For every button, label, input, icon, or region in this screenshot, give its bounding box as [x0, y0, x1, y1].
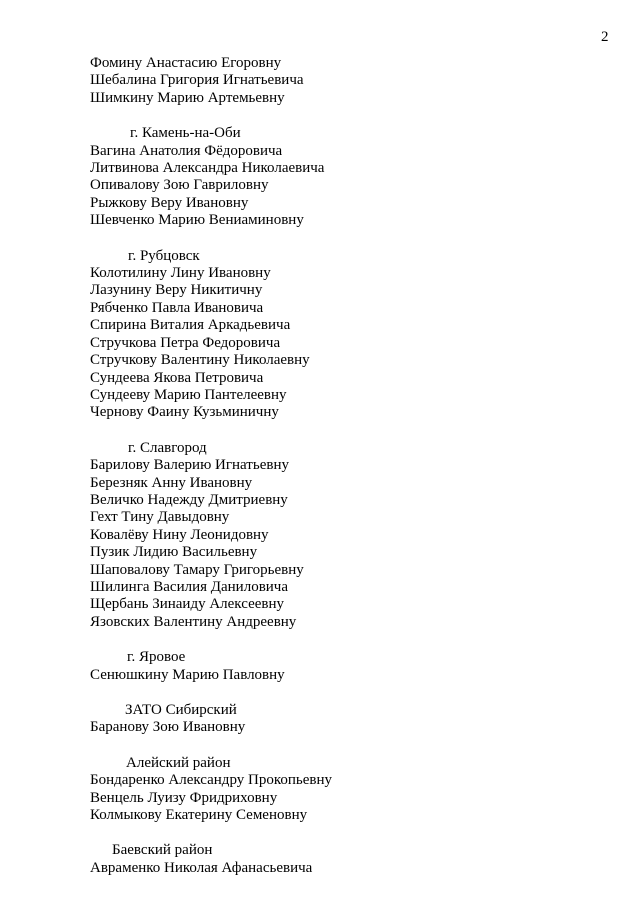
- person-name: Колмыкову Екатерину Семеновну: [90, 807, 308, 824]
- group-heading: г. Яровое: [127, 649, 186, 666]
- group-heading: г. Славгород: [128, 439, 207, 456]
- person-name: Венцель Луизу Фридриховну: [90, 789, 278, 806]
- page-number: 2: [601, 29, 609, 45]
- person-name: Сундеева Якова Петровича: [90, 369, 264, 386]
- group-heading: Баевский район: [112, 842, 213, 859]
- person-name: Стручкову Валентину Николаевну: [90, 352, 310, 369]
- person-name: Сенюшкину Марию Павловну: [90, 666, 285, 683]
- person-name: Гехт Тину Давыдовну: [90, 509, 230, 526]
- person-name: Барилову Валерию Игнатьевну: [90, 457, 289, 474]
- group-slavgorod: [90, 440, 610, 631]
- person-name: Литвинова Александра Николаевича: [90, 160, 325, 177]
- person-name: Вагина Анатолия Фёдоровича: [90, 142, 283, 159]
- group-rubtsovsk: [90, 248, 610, 422]
- person-name: Шаповалову Тамару Григорьевну: [90, 561, 304, 578]
- person-name: Ковалёву Нину Леонидовну: [90, 526, 269, 543]
- group-aleysky-district: [90, 755, 610, 825]
- person-name: Колотилину Лину Ивановну: [90, 265, 271, 282]
- group-heading: г. Рубцовск: [128, 247, 200, 264]
- group-untitled: [90, 55, 610, 107]
- group-heading: ЗАТО Сибирский: [125, 702, 237, 718]
- person-name: Опивалову Зою Гавриловну: [90, 177, 269, 194]
- group-kamen-na-obi: [90, 125, 610, 229]
- person-name: Щербань Зинаиду Алексеевну: [90, 596, 284, 613]
- group-baevsky-district: [90, 842, 610, 877]
- group-heading: г. Камень-на-Оби: [130, 125, 241, 142]
- person-name: Величко Надежду Дмитриевну: [90, 491, 288, 508]
- person-name: Спирина Виталия Аркадьевича: [90, 317, 291, 334]
- group-yarovoe: [90, 649, 610, 684]
- person-name: Березняк Анну Ивановну: [90, 474, 253, 491]
- person-name: Шевченко Марию Вениаминовну: [90, 212, 304, 229]
- person-name: Язовских Валентину Андреевну: [90, 613, 297, 630]
- person-name: Шимкину Марию Артемьевну: [90, 89, 285, 106]
- person-name: Бондаренко Александру Прокопьевну: [90, 772, 332, 789]
- person-name: Баранову Зою Ивановну: [90, 719, 246, 736]
- group-heading: Алейский район: [126, 754, 231, 771]
- name-list: [90, 55, 610, 895]
- person-name: Шилинга Василия Даниловича: [90, 578, 289, 595]
- person-name: Пузик Лидию Васильевну: [90, 544, 258, 561]
- person-name: Стручкова Петра Федоровича: [90, 334, 281, 351]
- person-name: Авраменко Николая Афанасьевича: [90, 859, 313, 876]
- person-name: Сундееву Марию Пантелеевну: [90, 386, 287, 403]
- person-name: Лазунину Веру Никитичну: [90, 282, 263, 299]
- person-name: Рябченко Павла Ивановича: [90, 299, 264, 316]
- person-name: Рыжкову Веру Ивановну: [90, 194, 249, 211]
- person-name: Фомину Анастасию Егоровну: [90, 55, 282, 71]
- person-name: Чернову Фаину Кузьминичну: [90, 404, 279, 421]
- person-name: Шебалина Григория Игнатьевича: [90, 72, 304, 89]
- group-zato-sibirsky: [90, 702, 610, 737]
